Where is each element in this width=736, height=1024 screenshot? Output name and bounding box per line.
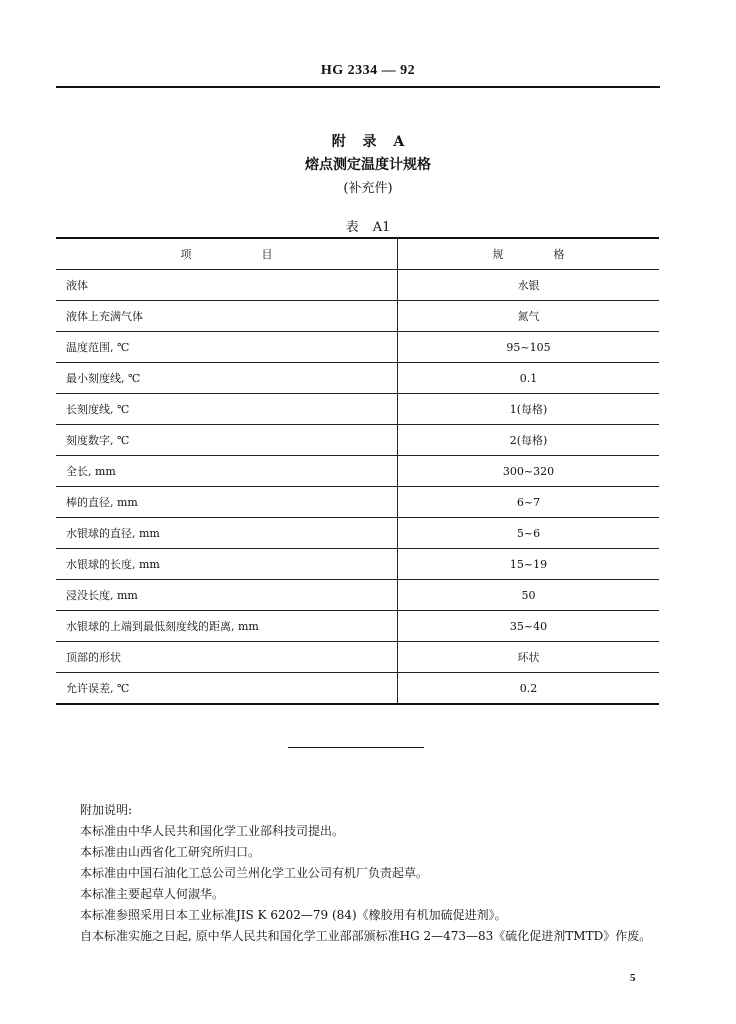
note-line: 本标准参照采用日本工业标准JIS K 6202—79 (84)《橡胶用有机加硫促进剂》。 [80,908,507,922]
row-spec: 35~40 [398,611,660,642]
row-spec: 氮气 [398,301,660,332]
row-item: 水银球的长度, mm [56,549,398,580]
appendix-note: (补充件) [343,181,393,196]
page-number: 5 [630,972,636,984]
row-item: 水银球的上端到最低刻度线的距离, mm [56,611,398,642]
row-item: 顶部的形状 [56,642,398,673]
row-spec: 15~19 [398,549,660,580]
table-row [56,518,659,549]
appendix-title: 附 录 A [331,134,405,150]
table-row [56,611,659,642]
row-spec: 300~320 [398,456,660,487]
row-item: 允许误差, ℃ [56,673,398,705]
row-item: 全长, mm [56,456,398,487]
note-line: 本标准由中华人民共和国化学工业部科技司提出。 [80,824,345,838]
row-spec: 5~6 [398,518,660,549]
table-row [56,270,659,301]
table-row [56,301,659,332]
note-line: 本标准由中国石油化工总公司兰州化学工业公司有机厂负责起草。 [80,866,429,880]
note-final: 自本标准实施之日起, 原中华人民共和国化学工业部部颁标准HG 2—473—83《硫化促进剂TMTD》作废。 [80,929,652,943]
row-spec: 6~7 [398,487,660,518]
table-row [56,394,659,425]
header-item: 项目 [56,238,398,270]
table-row [56,363,659,394]
row-spec: 50 [398,580,660,611]
row-item: 长刻度线, ℃ [56,394,398,425]
row-spec: 1(每格) [398,394,660,425]
table-caption: 表 A1 [345,220,391,235]
table-row [56,673,659,705]
standard-code: HG 2334 — 92 [320,63,416,78]
section-end-rule [288,747,424,748]
row-spec: 0.2 [398,673,660,705]
row-item: 棒的直径, mm [56,487,398,518]
row-item: 浸没长度, mm [56,580,398,611]
row-item: 最小刻度线, ℃ [56,363,398,394]
row-spec: 95~105 [398,332,660,363]
header-spec: 规格 [398,238,660,270]
table-row [56,487,659,518]
spec-table [56,237,659,705]
row-item: 温度范围, ℃ [56,332,398,363]
row-spec: 水银 [398,270,660,301]
table-row [56,332,659,363]
row-item: 液体上充满气体 [56,301,398,332]
row-spec: 0.1 [398,363,660,394]
note-line: 本标准由山西省化工研究所归口。 [80,845,261,859]
table-row [56,425,659,456]
table-row [56,549,659,580]
additional-notes [56,800,660,947]
header-rule [56,86,660,88]
row-spec: 2(每格) [398,425,660,456]
table-row [56,642,659,673]
table-row [56,580,659,611]
notes-heading: 附加说明: [80,803,133,817]
row-spec: 环状 [398,642,660,673]
row-item: 刻度数字, ℃ [56,425,398,456]
table-row [56,456,659,487]
row-item: 液体 [56,270,398,301]
row-item: 水银球的直径, mm [56,518,398,549]
note-line: 本标准主要起草人何淑华。 [80,887,225,901]
appendix-subtitle: 熔点测定温度计规格 [305,157,431,173]
table-header-row [56,238,659,270]
